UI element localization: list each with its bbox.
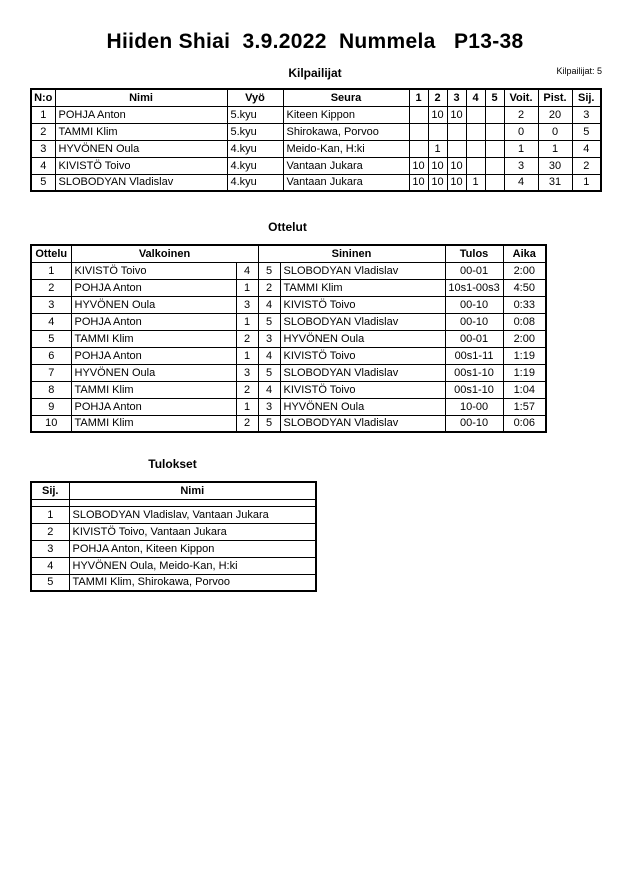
cell-sininen-name: SLOBODYAN Vladislav [280,262,445,279]
cell-score-5 [485,174,504,191]
cell-valkoinen-nro: 2 [236,415,258,432]
cell-score-2: 10 [428,174,447,191]
cell-valkoinen-nro: 1 [236,313,258,330]
competitor-row [31,140,601,157]
cell-valkoinen-name: HYVÖNEN Oula [71,364,236,381]
cell-vyo: 5.kyu [227,106,283,123]
cell-no: 4 [31,157,55,174]
kilpailijat-table [30,88,602,192]
cell-seura: Shirokawa, Porvoo [283,123,409,140]
result-row [31,540,316,557]
match-row [31,262,546,279]
cell-valkoinen-name: HYVÖNEN Oula [71,296,236,313]
cell-match-no: 8 [31,381,71,398]
tulokset-spacer-row [31,499,316,506]
cell-sininen-name: SLOBODYAN Vladislav [280,364,445,381]
header-no: N:o [31,89,55,106]
cell-result-sij: 5 [31,574,69,591]
cell-nimi: TAMMI Klim [55,123,227,140]
cell-score-2: 1 [428,140,447,157]
kilpailijat-heading: Kilpailijat [288,66,342,80]
cell-sininen-nro: 4 [258,296,280,313]
cell-pist: 1 [538,140,572,157]
cell-valkoinen-nro: 1 [236,347,258,364]
cell-voit: 3 [504,157,538,174]
cell-no: 3 [31,140,55,157]
cell-sininen-nro: 5 [258,313,280,330]
cell-sij: 4 [572,140,601,157]
cell-match-no: 9 [31,398,71,415]
cell-score-1: 10 [409,174,428,191]
cell-nimi: POHJA Anton [55,106,227,123]
cell-aika: 1:57 [503,398,546,415]
cell-sininen-nro: 5 [258,415,280,432]
result-row [31,506,316,523]
cell-sininen-name: SLOBODYAN Vladislav [280,415,445,432]
cell-aika: 1:19 [503,364,546,381]
match-row [31,398,546,415]
cell-aika: 0:06 [503,415,546,432]
cell-sininen-nro: 3 [258,398,280,415]
cell-valkoinen-name: POHJA Anton [71,313,236,330]
header-score-2: 2 [428,89,447,106]
cell-score-2: 10 [428,157,447,174]
tulokset-header [31,482,316,506]
cell-valkoinen-name: POHJA Anton [71,398,236,415]
cell-score-5 [485,140,504,157]
cell-sij: 2 [572,157,601,174]
cell-sininen-nro: 3 [258,330,280,347]
match-row [31,381,546,398]
cell-sininen-nro: 2 [258,279,280,296]
tulokset-heading-row [30,455,315,473]
match-row [31,296,546,313]
cell-score-3 [447,123,466,140]
ottelut-header [31,245,546,262]
ottelut-table [30,244,547,433]
cell-valkoinen-nro: 4 [236,262,258,279]
cell-valkoinen-nro: 3 [236,296,258,313]
cell-no: 5 [31,174,55,191]
cell-sininen-name: KIVISTÖ Toivo [280,347,445,364]
header-tulos: Tulos [445,245,503,262]
cell-sininen-name: SLOBODYAN Vladislav [280,313,445,330]
header-ottelu: Ottelu [31,245,71,262]
match-row [31,415,546,432]
cell-sininen-name: HYVÖNEN Oula [280,330,445,347]
kilpailijat-header [31,89,601,106]
cell-pist: 20 [538,106,572,123]
header-result-sij: Sij. [31,482,69,499]
cell-score-1 [409,123,428,140]
cell-match-no: 4 [31,313,71,330]
cell-valkoinen-nro: 2 [236,330,258,347]
header-sij: Sij. [572,89,601,106]
cell-tulos: 00s1-10 [445,381,503,398]
cell-score-4 [466,106,485,123]
cell-score-3: 10 [447,157,466,174]
cell-nimi: SLOBODYAN Vladislav [55,174,227,191]
cell-sininen-name: KIVISTÖ Toivo [280,296,445,313]
cell-aika: 4:50 [503,279,546,296]
cell-valkoinen-name: TAMMI Klim [71,381,236,398]
competitor-row [31,174,601,191]
ottelut-body [31,262,546,432]
match-row [31,347,546,364]
match-row [31,330,546,347]
cell-result-nimi: KIVISTÖ Toivo, Vantaan Jukara [69,523,316,540]
cell-match-no: 2 [31,279,71,296]
cell-pist: 30 [538,157,572,174]
cell-sij: 3 [572,106,601,123]
cell-aika: 0:08 [503,313,546,330]
cell-score-3 [447,140,466,157]
cell-valkoinen-name: TAMMI Klim [71,330,236,347]
cell-valkoinen-nro: 2 [236,381,258,398]
tulokset-heading: Tulokset [148,457,197,471]
cell-voit: 2 [504,106,538,123]
cell-score-3: 10 [447,106,466,123]
spacer-cell [69,499,316,506]
competitor-row [31,106,601,123]
cell-score-4 [466,157,485,174]
header-score-5: 5 [485,89,504,106]
cell-result-nimi: POHJA Anton, Kiteen Kippon [69,540,316,557]
cell-result-nimi: HYVÖNEN Oula, Meido-Kan, H:ki [69,557,316,574]
cell-result-nimi: TAMMI Klim, Shirokawa, Porvoo [69,574,316,591]
competitor-row [31,123,601,140]
header-score-1: 1 [409,89,428,106]
header-aika: Aika [503,245,546,262]
cell-match-no: 6 [31,347,71,364]
page-title: Hiiden Shiai 3.9.2022 Nummela P13-38 [106,30,524,53]
cell-score-5 [485,123,504,140]
cell-sij: 1 [572,174,601,191]
header-nimi: Nimi [55,89,227,106]
cell-tulos: 00-01 [445,262,503,279]
cell-tulos: 00-01 [445,330,503,347]
cell-sininen-nro: 5 [258,364,280,381]
cell-match-no: 5 [31,330,71,347]
cell-valkoinen-name: TAMMI Klim [71,415,236,432]
cell-valkoinen-name: POHJA Anton [71,347,236,364]
cell-vyo: 5.kyu [227,123,283,140]
cell-match-no: 10 [31,415,71,432]
match-row [31,364,546,381]
cell-score-3: 10 [447,174,466,191]
cell-valkoinen-name: KIVISTÖ Toivo [71,262,236,279]
cell-valkoinen-nro: 1 [236,279,258,296]
cell-voit: 1 [504,140,538,157]
header-seura: Seura [283,89,409,106]
ottelut-heading-row [30,218,545,236]
cell-vyo: 4.kyu [227,157,283,174]
cell-tulos: 00s1-10 [445,364,503,381]
header-valkoinen: Valkoinen [71,245,258,262]
competitor-row [31,157,601,174]
cell-score-4 [466,123,485,140]
cell-score-5 [485,106,504,123]
header-vyo: Vyö [227,89,283,106]
result-row [31,523,316,540]
cell-nimi: KIVISTÖ Toivo [55,157,227,174]
kilpailijat-body [31,106,601,191]
cell-seura: Vantaan Jukara [283,174,409,191]
cell-sininen-nro: 5 [258,262,280,279]
cell-match-no: 1 [31,262,71,279]
cell-pist: 0 [538,123,572,140]
cell-tulos: 00-10 [445,296,503,313]
cell-result-sij: 2 [31,523,69,540]
spacer-cell [31,499,69,506]
cell-score-2 [428,123,447,140]
cell-aika: 2:00 [503,262,546,279]
header-score-3: 3 [447,89,466,106]
cell-vyo: 4.kyu [227,174,283,191]
cell-voit: 4 [504,174,538,191]
tulokset-table [30,481,317,592]
cell-seura: Kiteen Kippon [283,106,409,123]
cell-seura: Vantaan Jukara [283,157,409,174]
cell-aika: 1:04 [503,381,546,398]
cell-valkoinen-nro: 3 [236,364,258,381]
cell-aika: 1:19 [503,347,546,364]
cell-aika: 2:00 [503,330,546,347]
cell-valkoinen-name: POHJA Anton [71,279,236,296]
result-row [31,574,316,591]
cell-sininen-name: KIVISTÖ Toivo [280,381,445,398]
cell-tulos: 10-00 [445,398,503,415]
cell-tulos: 10s1-00s3 [445,279,503,296]
kilpailijat-header-row [31,89,601,106]
cell-match-no: 7 [31,364,71,381]
cell-score-1 [409,106,428,123]
cell-result-sij: 1 [31,506,69,523]
cell-score-1 [409,140,428,157]
cell-tulos: 00-10 [445,415,503,432]
cell-aika: 0:33 [503,296,546,313]
cell-score-1: 10 [409,157,428,174]
cell-result-nimi: SLOBODYAN Vladislav, Vantaan Jukara [69,506,316,523]
header-pist: Pist. [538,89,572,106]
header-sininen: Sininen [258,245,445,262]
cell-result-sij: 3 [31,540,69,557]
cell-match-no: 3 [31,296,71,313]
cell-tulos: 00s1-11 [445,347,503,364]
ottelut-heading: Ottelut [268,220,307,234]
cell-score-4 [466,140,485,157]
cell-voit: 0 [504,123,538,140]
header-result-nimi: Nimi [69,482,316,499]
cell-pist: 31 [538,174,572,191]
tulokset-header-row [31,482,316,499]
cell-result-sij: 4 [31,557,69,574]
cell-sininen-nro: 4 [258,347,280,364]
cell-score-5 [485,157,504,174]
ottelut-header-row [31,245,546,262]
competitors-count-label: Kilpailijat: 5 [556,66,602,76]
header-voit: Voit. [504,89,538,106]
cell-valkoinen-nro: 1 [236,398,258,415]
cell-no: 2 [31,123,55,140]
cell-vyo: 4.kyu [227,140,283,157]
cell-score-2: 10 [428,106,447,123]
cell-sininen-name: HYVÖNEN Oula [280,398,445,415]
cell-seura: Meido-Kan, H:ki [283,140,409,157]
match-row [31,279,546,296]
cell-sij: 5 [572,123,601,140]
cell-sininen-nro: 4 [258,381,280,398]
cell-no: 1 [31,106,55,123]
tulokset-body [31,506,316,591]
cell-nimi: HYVÖNEN Oula [55,140,227,157]
cell-score-4: 1 [466,174,485,191]
result-row [31,557,316,574]
match-row [31,313,546,330]
cell-sininen-name: TAMMI Klim [280,279,445,296]
cell-tulos: 00-10 [445,313,503,330]
header-score-4: 4 [466,89,485,106]
kilpailijat-heading-row [30,64,600,82]
